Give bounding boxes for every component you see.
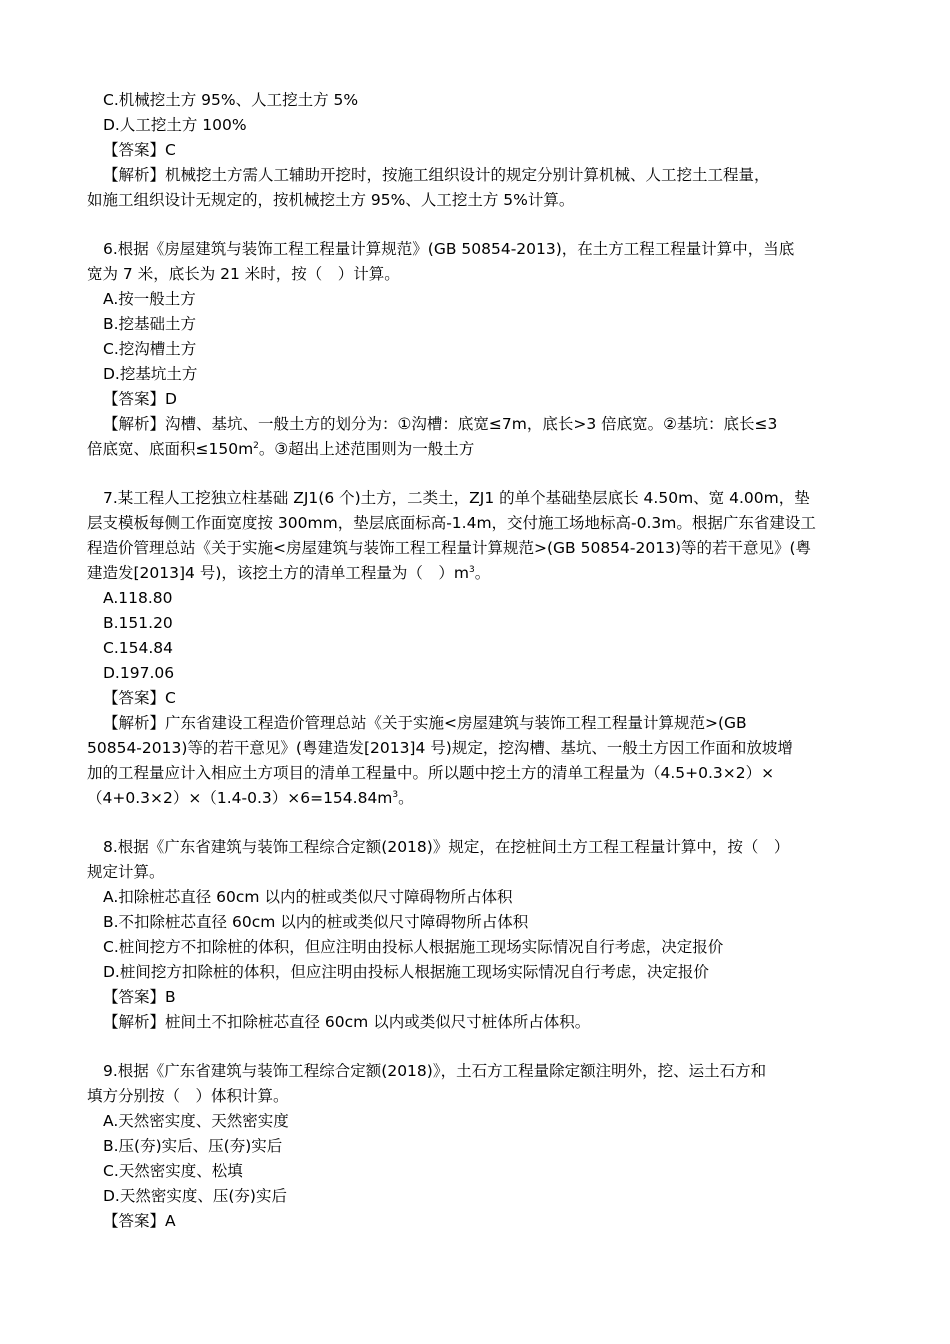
stem-text: 建造发[2013]4 号)，该挖土方的清单工程量为（ ）m: [87, 564, 469, 582]
question-8: [87, 835, 867, 1035]
question-6: [87, 237, 867, 462]
analysis-line-1: 【解析】沟槽、基坑、一般土方的划分为：①沟槽：底宽≤7m，底长>3 倍底宽。②基坑：底长≤3: [103, 415, 778, 433]
option-c: C.天然密实度、松填: [103, 1162, 243, 1180]
spacer: [87, 811, 867, 835]
superscript: 3: [468, 565, 475, 575]
spacer: [87, 462, 867, 486]
analysis-line-1: 【解析】桩间土不扣除桩芯直径 60cm 以内或类似尺寸桩体所占体积。: [103, 1013, 591, 1031]
option-b: B.挖基础土方: [103, 315, 197, 333]
stem-text: 。: [474, 564, 491, 582]
option-a: A.118.80: [103, 589, 173, 607]
option-d: D.人工挖土方 100%: [103, 116, 247, 134]
question-5-tail: [87, 88, 867, 213]
analysis-line-4: [87, 786, 867, 811]
document-page: [87, 88, 867, 1234]
answer: 【答案】C: [103, 141, 176, 159]
option-a: A.扣除桩芯直径 60cm 以内的桩或类似尺寸障碍物所占体积: [103, 888, 513, 906]
analysis-line-1: 【解析】广东省建设工程造价管理总站《关于实施<房屋建筑与装饰工程工程量计算规范>(GB: [103, 714, 747, 732]
analysis-text: 倍底宽、底面积≤150m: [87, 440, 254, 458]
superscript: 2: [253, 441, 259, 451]
answer: 【答案】C: [103, 689, 176, 707]
question-stem-line-1: 9.根据《广东省建筑与装饰工程综合定额(2018)》，土石方工程量除定额注明外，挖、运土石方和: [103, 1062, 767, 1080]
option-d: D.挖基坑土方: [103, 365, 198, 383]
analysis-line-1: 【解析】机械挖土方需人工辅助开挖时，按施工组织设计的规定分别计算机械、人工挖土工程量，: [103, 166, 770, 184]
option-d: D.天然密实度、压(夯)实后: [103, 1187, 287, 1205]
option-c: C.154.84: [103, 639, 173, 657]
analysis-text: （4+0.3×2）×（1.4-0.3）×6=154.84m: [87, 789, 393, 807]
analysis-line-2: 如施工组织设计无规定的，按机械挖土方 95%、人工挖土方 5%计算。: [87, 191, 575, 209]
superscript: 3: [392, 790, 399, 800]
question-stem-line-1: 6.根据《房屋建筑与装饰工程工程量计算规范》(GB 50854-2013)，在土方工程工程量计算中，当底: [103, 240, 795, 258]
analysis-text: 。: [398, 789, 414, 807]
analysis-text: 。③超出上述范围则为一般土方: [258, 440, 475, 458]
question-9: [87, 1059, 867, 1234]
answer: 【答案】D: [103, 390, 177, 408]
option-d: D.197.06: [103, 664, 175, 682]
option-a: A.天然密实度、天然密实度: [103, 1112, 289, 1130]
question-stem-line-1: 8.根据《广东省建筑与装饰工程综合定额(2018)》规定，在挖桩间土方工程工程量计算中，按（ ）: [103, 838, 790, 856]
question-stem-line-2: 规定计算。: [87, 863, 165, 881]
question-7: [87, 486, 867, 811]
spacer: [87, 1035, 867, 1059]
option-c: C.挖沟槽土方: [103, 340, 197, 358]
option-b: B.151.20: [103, 614, 173, 632]
answer: 【答案】A: [103, 1212, 176, 1230]
question-stem-line-1: 7.某工程人工挖独立柱基础 ZJ1(6 个)土方，二类土，ZJ1 的单个基础垫层底长 4.50m、宽 4.00m，垫: [103, 489, 810, 507]
option-c: C.机械挖土方 95%、人工挖土方 5%: [103, 91, 359, 109]
option-b: B.压(夯)实后、压(夯)实后: [103, 1137, 283, 1155]
question-stem-line-4: [87, 561, 867, 586]
analysis-line-3: 加的工程量应计入相应土方项目的清单工程量中。所以题中挖土方的清单工程量为（4.5+0.3×2）×: [87, 764, 775, 782]
spacer: [87, 213, 867, 237]
option-d: D.桩间挖方扣除桩的体积，但应注明由投标人根据施工现场实际情况自行考虑，决定报价: [103, 963, 709, 981]
question-stem-line-2: 宽为 7 米，底长为 21 米时，按（ ）计算。: [87, 265, 400, 283]
question-stem-line-2: 填方分别按（ ）体积计算。: [87, 1087, 289, 1105]
analysis-line-2: [87, 437, 867, 462]
question-stem-line-3: 程造价管理总站《关于实施<房屋建筑与装饰工程工程量计算规范>(GB 50854-2013)等的若干意见》(粤: [87, 539, 812, 557]
option-a: A.按一般土方: [103, 290, 196, 308]
question-stem-line-2: 层支模板每侧工作面宽度按 300mm，垫层底面标高-1.4m，交付施工场地标高-0.3m。根据广东省建设工: [87, 514, 816, 532]
answer: 【答案】B: [103, 988, 176, 1006]
analysis-line-2: 50854-2013)等的若干意见》(粤建造发[2013]4 号)规定，挖沟槽、基坑、一般土方因工作面和放坡增: [87, 739, 793, 757]
option-b: B.不扣除桩芯直径 60cm 以内的桩或类似尺寸障碍物所占体积: [103, 913, 529, 931]
option-c: C.桩间挖方不扣除桩的体积，但应注明由投标人根据施工现场实际情况自行考虑，决定报价: [103, 938, 724, 956]
